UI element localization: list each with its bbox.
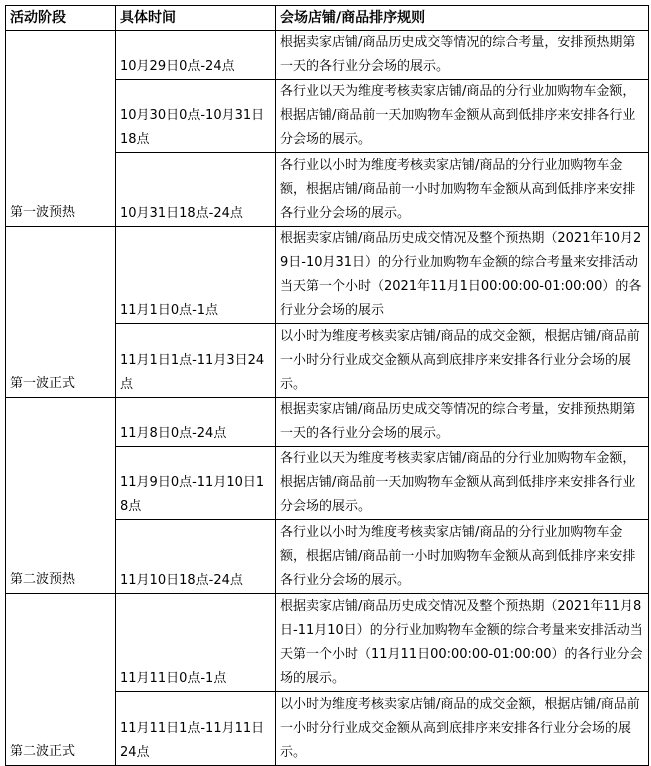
table-row — [6, 594, 649, 692]
rule-cell: 以小时为维度考核卖家店铺/商品的成交金额，根据店铺/商品前一小时分行业成交金额从高到底排序来安排各行业分会场的展示。 — [276, 324, 649, 398]
time-cell: 11月9日0点-11月10日18点 — [116, 447, 276, 520]
rule-cell: 根据卖家店铺/商品历史成交等情况的综合考量，安排预热期第一天的各行业分会场的展示。 — [276, 31, 649, 80]
time-cell: 11月8日0点-24点 — [116, 398, 276, 447]
ranking-rules-table — [5, 5, 649, 766]
stage-cell: 第二波正式 — [6, 594, 116, 766]
rule-cell: 各行业以小时为维度考核卖家店铺/商品的分行业加购物车金额，根据店铺/商品前一小时加购物车金额从高到低排序来安排各行业分会场的展示。 — [276, 520, 649, 594]
table-row — [6, 227, 649, 324]
time-cell: 11月1日1点-11月3日24点 — [116, 324, 276, 398]
rule-cell: 各行业以小时为维度考核卖家店铺/商品的分行业加购物车金额，根据店铺/商品前一小时加购物车金额从高到低排序来安排各行业分会场的展示。 — [276, 153, 649, 227]
table-row — [6, 31, 649, 80]
rule-cell: 各行业以天为维度考核卖家店铺/商品的分行业加购物车金额，根据店铺/商品前一天加购物车金额从高到低排序来安排各行业分会场的展示。 — [276, 80, 649, 153]
rule-cell: 以小时为维度考核卖家店铺/商品的成交金额，根据店铺/商品前一小时分行业成交金额从高到底排序来安排各行业分会场的展示。 — [276, 692, 649, 766]
time-cell: 11月10日18点-24点 — [116, 520, 276, 594]
time-cell: 11月11日1点-11月11日24点 — [116, 692, 276, 766]
header-row — [6, 6, 649, 31]
stage-cell: 第二波预热 — [6, 398, 116, 594]
table-row — [6, 398, 649, 447]
rule-cell: 根据卖家店铺/商品历史成交情况及整个预热期（2021年10月29日-10月31日）的分行业加购物车金额的综合考量来安排活动当天第一个小时（2021年11月1日00:00:00-01:00:00）的各行业分会场的展示 — [276, 227, 649, 324]
rule-cell: 根据卖家店铺/商品历史成交情况及整个预热期（2021年11月8日-11月10日）的分行业加购物车金额的综合考量来安排活动当天第一个小时（11月11日00:00:00-01:00:00）的各行业分会场的展示。 — [276, 594, 649, 692]
stage-cell: 第一波预热 — [6, 31, 116, 227]
time-cell: 10月31日18点-24点 — [116, 153, 276, 227]
rule-cell: 各行业以天为维度考核卖家店铺/商品的分行业加购物车金额，根据店铺/商品前一天加购物车金额从高到低排序来安排各行业分会场的展示。 — [276, 447, 649, 520]
time-cell: 10月29日0点-24点 — [116, 31, 276, 80]
header-rule: 会场店铺/商品排序规则 — [276, 6, 649, 31]
time-cell: 11月1日0点-1点 — [116, 227, 276, 324]
header-stage: 活动阶段 — [6, 6, 116, 31]
rule-cell: 根据卖家店铺/商品历史成交等情况的综合考量，安排预热期第一天的各行业分会场的展示。 — [276, 398, 649, 447]
time-cell: 11月11日0点-1点 — [116, 594, 276, 692]
time-cell: 10月30日0点-10月31日18点 — [116, 80, 276, 153]
header-time: 具体时间 — [116, 6, 276, 31]
stage-cell: 第一波正式 — [6, 227, 116, 398]
